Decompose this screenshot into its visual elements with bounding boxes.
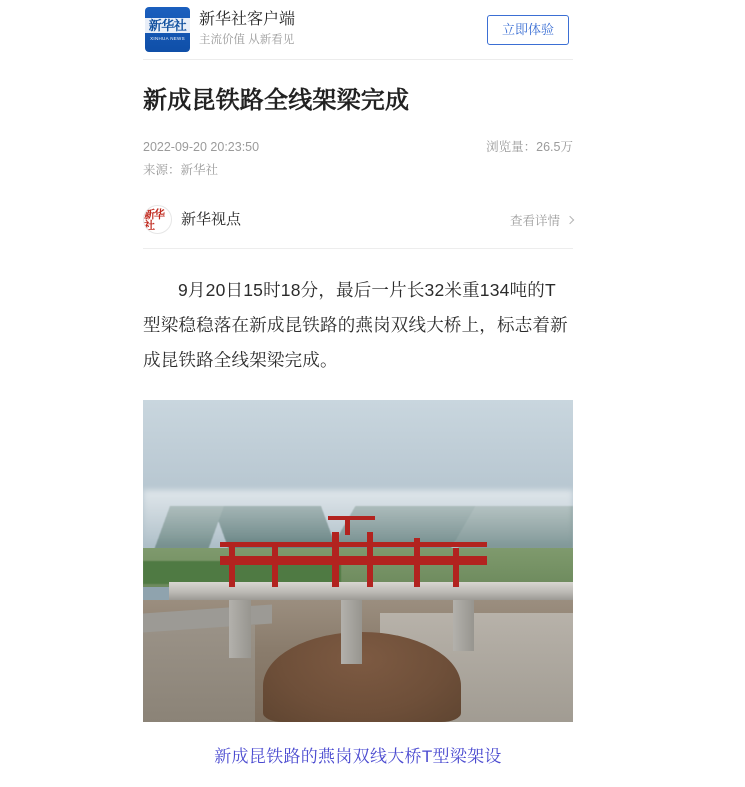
photo-bridge-pier bbox=[341, 600, 363, 664]
account-row[interactable] bbox=[143, 205, 573, 249]
logo-cn-text: 新华社 bbox=[145, 18, 190, 33]
account-name: 新华视点 bbox=[181, 210, 242, 228]
promo-text-block bbox=[199, 10, 295, 49]
photo-bridge-pier bbox=[229, 600, 251, 658]
try-now-button[interactable]: 立即体验 bbox=[487, 15, 569, 45]
publish-date: 2022-09-20 20:23:50 bbox=[143, 140, 260, 154]
app-promo-banner bbox=[143, 0, 573, 60]
view-detail-link[interactable] bbox=[510, 211, 573, 229]
photo-gantry-leg bbox=[414, 538, 420, 586]
xinhua-logo-icon bbox=[145, 7, 190, 52]
avatar-glyph: 新华社 bbox=[144, 207, 164, 232]
article-body bbox=[143, 60, 573, 772]
photo-gantry-mast bbox=[345, 516, 350, 535]
view-count: 浏览量：26.5万 bbox=[486, 140, 573, 154]
logo-en-text: XINHUA NEWS bbox=[150, 35, 185, 41]
photo-gantry-mast-top bbox=[328, 516, 375, 521]
photo-gantry-beam bbox=[220, 556, 487, 564]
photo-gantry-leg bbox=[453, 548, 459, 587]
promo-subtitle: 主流价值 从新看见 bbox=[199, 34, 295, 46]
article-photo bbox=[143, 400, 573, 722]
photo-gantry-leg bbox=[272, 542, 278, 587]
article-source: 来源：新华社 bbox=[143, 163, 219, 177]
article-meta-row bbox=[143, 138, 573, 156]
avatar bbox=[143, 205, 172, 234]
photo-caption: 新成昆铁路的燕岗双线大桥T型梁架设 bbox=[214, 747, 502, 766]
photo-gantry-leg bbox=[367, 532, 374, 587]
page-title: 新成昆铁路全线架梁完成 bbox=[143, 87, 410, 114]
photo-gantry-leg bbox=[332, 532, 339, 587]
chevron-right-icon bbox=[566, 215, 574, 223]
article-paragraph: 9月20日15时18分，最后一片长32米重134吨的T型梁稳稳落在新成昆铁路的燕岗双线大桥上，标志着新成昆铁路全线架梁完成。 bbox=[143, 280, 568, 370]
view-detail-label: 查看详情 bbox=[509, 213, 560, 228]
promo-title: 新华社客户端 bbox=[199, 11, 296, 28]
photo-bridge-pier bbox=[453, 600, 475, 652]
photo-gantry-top-rail bbox=[220, 542, 487, 547]
photo-gantry-leg bbox=[229, 542, 235, 587]
